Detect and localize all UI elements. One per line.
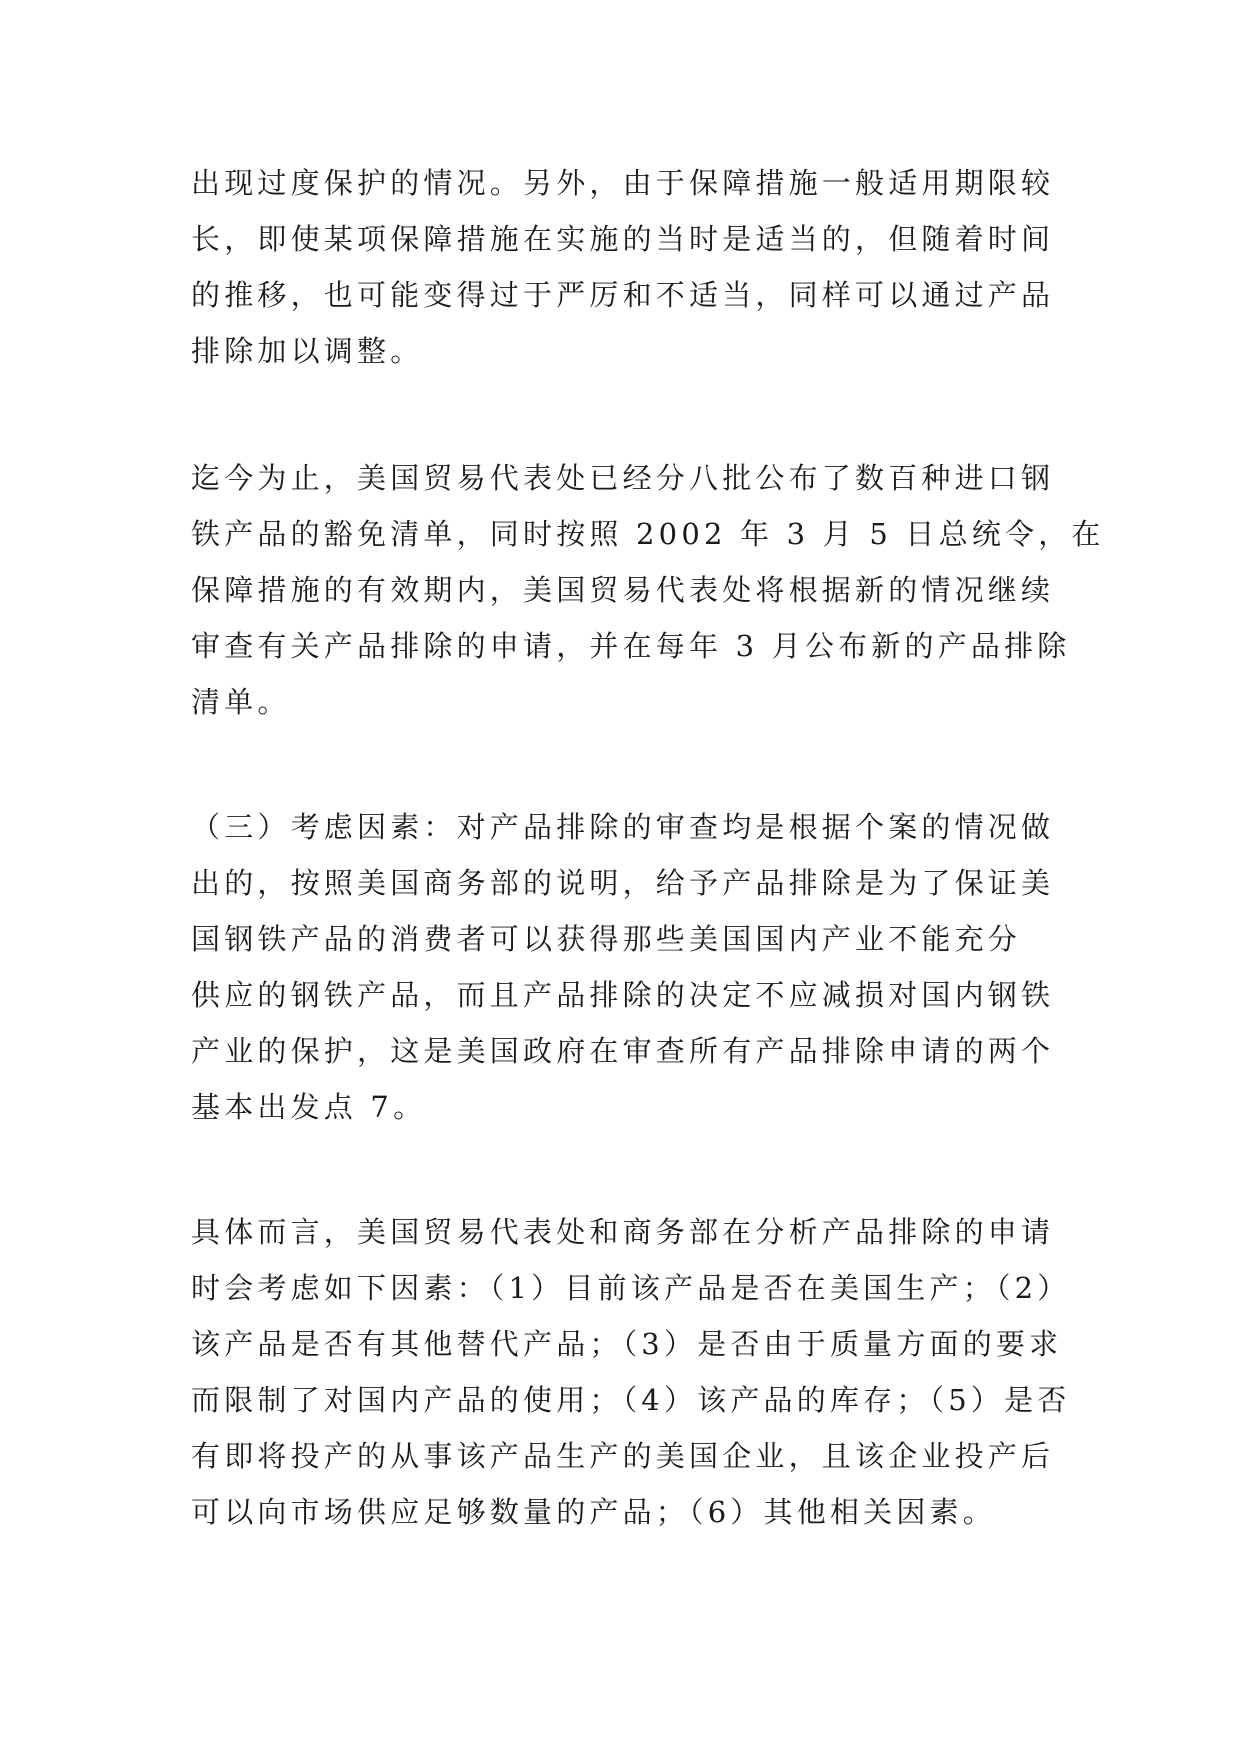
text-line: 审查有关产品排除的申请，并在每年 3 月公布新的产品排除 [191, 629, 1071, 663]
paragraph-4 [191, 1204, 1071, 1540]
text-line: 供应的钢铁产品，而且产品排除的决定不应减损对国内钢铁 [191, 978, 1055, 1012]
text-line: 铁产品的豁免清单，同时按照 2002 年 3 月 5 日总统令，在 [191, 517, 1105, 551]
text-line: 排除加以调整。 [191, 334, 424, 368]
text-line: 长，即使某项保障措施在实施的当时是适当的，但随着时间 [191, 222, 1055, 256]
text-line: 迄今为止，美国贸易代表处已经分八批公布了数百种进口钢 [191, 461, 1055, 495]
text-line: （三）考虑因素：对产品排除的审查均是根据个案的情况做 [191, 810, 1055, 844]
text-line: 基本出发点 7。 [191, 1090, 427, 1124]
text-line: 具体而言，美国贸易代表处和商务部在分析产品排除的申请 [191, 1215, 1055, 1249]
text-line: 时会考虑如下因素：（1）目前该产品是否在美国生产；（2） [191, 1271, 1071, 1305]
text-line: 国钢铁产品的消费者可以获得那些美国国内产业不能充分 [191, 922, 1022, 956]
text-line: 可以向市场供应足够数量的产品；（6）其他相关因素。 [191, 1495, 996, 1529]
text-line: 有即将投产的从事该产品生产的美国企业，且该企业投产后 [191, 1439, 1055, 1473]
text-line: 的推移，也可能变得过于严厉和不适当，同样可以通过产品 [191, 278, 1055, 312]
text-line: 该产品是否有其他替代产品；（3）是否由于质量方面的要求 [191, 1327, 1063, 1361]
text-line: 保障措施的有效期内，美国贸易代表处将根据新的情况继续 [191, 573, 1055, 607]
text-line: 产业的保护，这是美国政府在审查所有产品排除申请的两个 [191, 1034, 1055, 1068]
text-line: 出的，按照美国商务部的说明，给予产品排除是为了保证美 [191, 866, 1055, 900]
text-line: 而限制了对国内产品的使用；（4）该产品的库存；（5）是否 [191, 1383, 1071, 1417]
text-line: 出现过度保护的情况。另外，由于保障措施一般适用期限较 [191, 166, 1055, 200]
text-line: 清单。 [191, 685, 291, 719]
paragraph-2 [191, 450, 1105, 730]
paragraph-1 [191, 155, 1054, 379]
paragraph-3 [191, 799, 1054, 1135]
